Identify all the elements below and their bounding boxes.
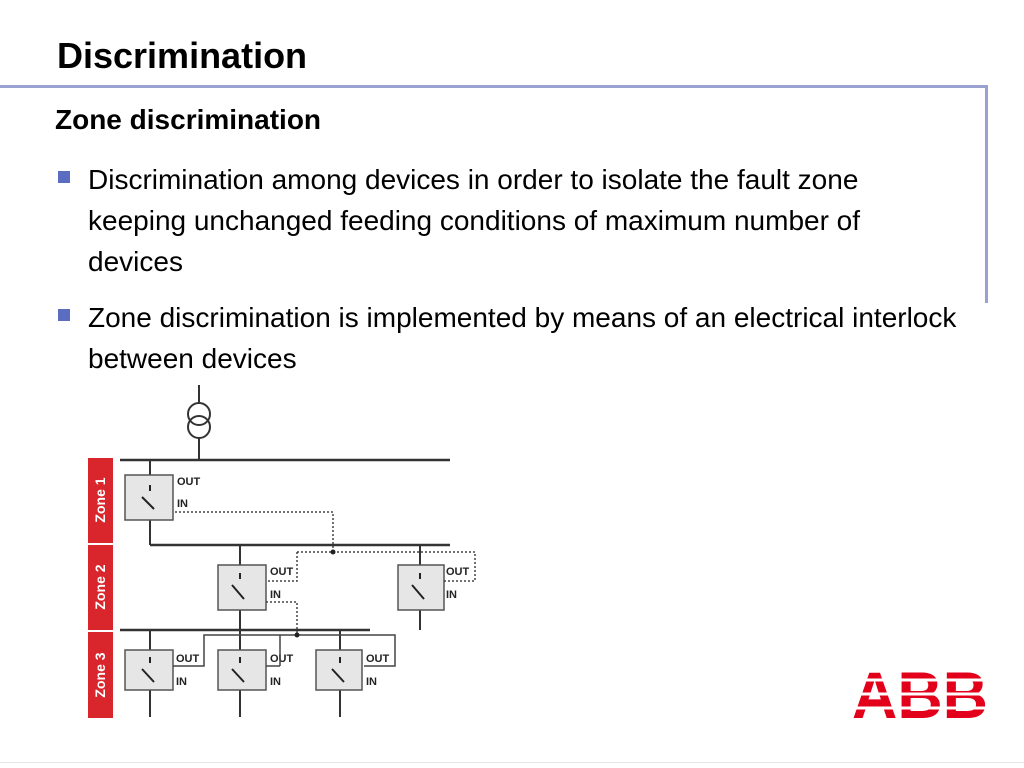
svg-text:IN: IN — [270, 589, 281, 601]
breaker-zone1 — [125, 475, 201, 520]
bullet-square-icon — [58, 171, 70, 183]
svg-text:OUT: OUT — [176, 653, 200, 665]
svg-text:IN: IN — [270, 676, 281, 688]
svg-text:OUT: OUT — [270, 653, 294, 665]
slide-subtitle: Zone discrimination — [55, 104, 322, 135]
bullet-square-icon — [58, 309, 70, 321]
svg-text:IN: IN — [176, 676, 187, 688]
slide-title: Discrimination — [57, 35, 308, 76]
zone-2-label — [88, 545, 113, 630]
bullet-text-1: Discrimination among devices in order to isolate the fault zone keeping unchanged feeding conditions of maximum number of devices — [88, 164, 861, 277]
zone-1-label — [88, 458, 113, 543]
svg-text:OUT: OUT — [177, 476, 201, 488]
breaker-zone2-left — [218, 565, 294, 610]
bullet-text-2: Zone discrimination is implemented by means of an electrical interlock between devices — [88, 302, 957, 374]
bullet-item-2 — [58, 297, 958, 379]
zone-3-label — [88, 632, 113, 718]
footer-divider — [0, 762, 1024, 763]
svg-text:Zone 2: Zone 2 — [92, 564, 108, 610]
transformer-icon — [188, 385, 210, 460]
svg-text:OUT: OUT — [446, 566, 470, 578]
svg-text:Zone 3: Zone 3 — [92, 652, 108, 698]
svg-text:IN: IN — [366, 676, 377, 688]
breaker-zone3-1 — [125, 650, 200, 690]
svg-text:IN: IN — [177, 498, 188, 510]
title-divider — [0, 85, 988, 88]
zone-discrimination-diagram — [80, 385, 500, 720]
bullet-item-1 — [58, 159, 958, 282]
svg-text:OUT: OUT — [270, 566, 294, 578]
breaker-zone2-right — [398, 565, 470, 610]
svg-text:OUT: OUT — [366, 653, 390, 665]
svg-text:ABB: ABB — [852, 660, 988, 724]
abb-logo — [850, 660, 990, 724]
svg-text:Zone 1: Zone 1 — [92, 477, 108, 523]
right-divider — [985, 85, 988, 303]
breaker-zone3-2 — [218, 650, 294, 690]
breaker-zone3-3 — [316, 650, 390, 690]
svg-text:IN: IN — [446, 589, 457, 601]
